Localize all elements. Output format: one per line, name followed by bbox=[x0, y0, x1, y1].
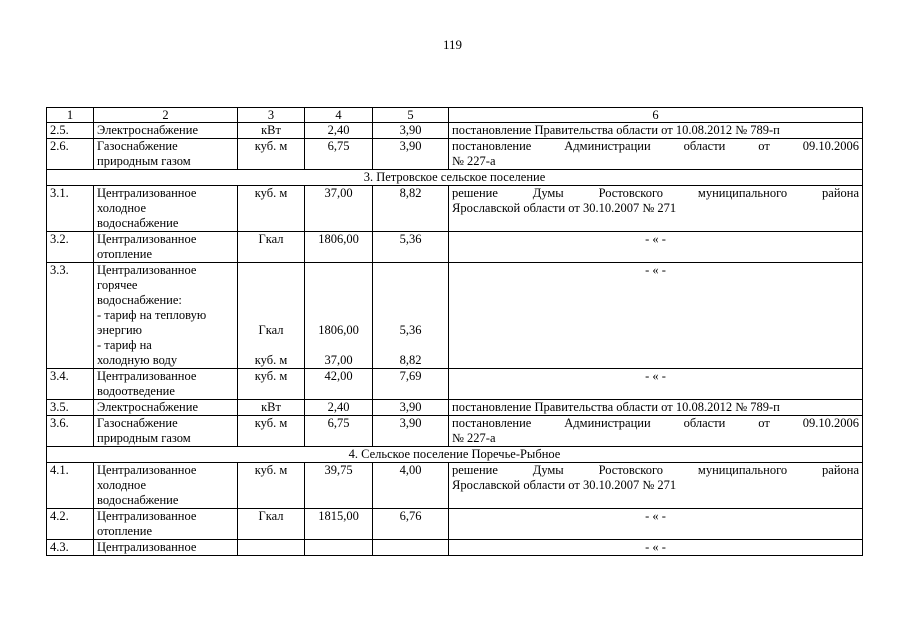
service-line: горячее bbox=[97, 278, 138, 292]
legal-document: - « - bbox=[449, 540, 863, 556]
value-col5: 3,90 bbox=[373, 400, 449, 416]
unit: куб. м bbox=[238, 416, 305, 447]
value-col5: 7,69 bbox=[373, 369, 449, 400]
value-col5: 5,36 bbox=[373, 232, 449, 263]
section-heading: 4. Сельское поселение Поречье-Рыбное bbox=[47, 447, 863, 463]
column-header: 2 bbox=[94, 108, 238, 123]
service-line: Централизованное bbox=[97, 463, 197, 477]
table-row bbox=[47, 400, 863, 416]
service-line: Централизованное bbox=[97, 186, 197, 200]
value-col4: 37,00 bbox=[305, 186, 373, 232]
unit: куб. м bbox=[238, 139, 305, 170]
document-line: постановление Администрации области от 09.10.2006 bbox=[452, 416, 859, 430]
unit: куб. м bbox=[238, 463, 305, 509]
service-name bbox=[94, 263, 238, 369]
legal-document: - « - bbox=[449, 369, 863, 400]
table-row bbox=[47, 139, 863, 170]
table-row bbox=[47, 232, 863, 263]
document-line: № 227-а bbox=[452, 431, 496, 445]
service-line: Централизованное bbox=[97, 509, 197, 523]
unit: Гкал bbox=[238, 232, 305, 263]
value-col4: 39,75 bbox=[305, 463, 373, 509]
column-header: 6 bbox=[449, 108, 863, 123]
service-line: природным газом bbox=[97, 154, 191, 168]
service-name bbox=[94, 369, 238, 400]
document-line: решение Думы Ростовского муниципального района bbox=[452, 186, 859, 200]
value-col5: 4,00 bbox=[373, 463, 449, 509]
row-number: 3.5. bbox=[47, 400, 94, 416]
page-number: 119 bbox=[442, 37, 463, 52]
service-name bbox=[94, 186, 238, 232]
row-number: 3.2. bbox=[47, 232, 94, 263]
table-row bbox=[47, 186, 863, 232]
table-row bbox=[47, 369, 863, 400]
table-row bbox=[47, 540, 863, 556]
value-col5: 3,90 bbox=[373, 139, 449, 170]
legal-document bbox=[449, 463, 863, 509]
service-line: - тариф на bbox=[97, 338, 152, 352]
table-row bbox=[47, 263, 863, 369]
service-line: водоснабжение: bbox=[97, 293, 182, 307]
service-line: Централизованное bbox=[97, 263, 197, 277]
row-number: 3.3. bbox=[47, 263, 94, 369]
service-line: холодное bbox=[97, 201, 146, 215]
service-name bbox=[94, 509, 238, 540]
legal-document bbox=[449, 416, 863, 447]
unit: куб. м bbox=[238, 186, 305, 232]
unit: кВт bbox=[238, 400, 305, 416]
section-row bbox=[47, 447, 863, 463]
service-name: Централизованное bbox=[94, 540, 238, 556]
service-line: Централизованное bbox=[97, 369, 197, 383]
legal-document: - « - bbox=[449, 509, 863, 540]
value-col4: 1815,00 bbox=[305, 509, 373, 540]
document-line: Ярославской области от 30.10.2007 № 271 bbox=[452, 478, 677, 492]
row-number: 3.6. bbox=[47, 416, 94, 447]
document-line: № 227-а bbox=[452, 154, 496, 168]
service-line: энергию bbox=[97, 323, 143, 337]
service-name bbox=[94, 139, 238, 170]
legal-document bbox=[449, 186, 863, 232]
value-col4: 42,00 bbox=[305, 369, 373, 400]
document-line: Ярославской области от 30.10.2007 № 271 bbox=[452, 201, 677, 215]
service-line: холодную воду bbox=[97, 353, 178, 367]
value-col5: 3,90 bbox=[373, 416, 449, 447]
service-name bbox=[94, 416, 238, 447]
section-row bbox=[47, 170, 863, 186]
service-name bbox=[94, 232, 238, 263]
row-number: 2.5. bbox=[47, 123, 94, 139]
service-line: - тариф на тепловую bbox=[97, 308, 207, 322]
service-line: Централизованное bbox=[97, 232, 197, 246]
value-heat: 1806,00 bbox=[318, 323, 359, 337]
value-water: 8,82 bbox=[399, 353, 422, 367]
service-line: отопление bbox=[97, 524, 153, 538]
unit: Гкал bbox=[238, 509, 305, 540]
value-col4: 6,75 bbox=[305, 139, 373, 170]
service-line: холодное bbox=[97, 478, 146, 492]
service-line: природным газом bbox=[97, 431, 191, 445]
service-name: Электроснабжение bbox=[94, 123, 238, 139]
legal-document: постановление Правительства области от 10.08.2012 № 789-п bbox=[449, 123, 863, 139]
row-number: 4.3. bbox=[47, 540, 94, 556]
row-number: 4.1. bbox=[47, 463, 94, 509]
value-col5 bbox=[373, 540, 449, 556]
row-number: 2.6. bbox=[47, 139, 94, 170]
unit-water: куб. м bbox=[254, 353, 288, 367]
unit bbox=[238, 263, 305, 369]
service-line: водоснабжение bbox=[97, 493, 179, 507]
unit bbox=[238, 540, 305, 556]
document-line: постановление Администрации области от 09.10.2006 bbox=[452, 139, 859, 153]
row-number: 3.1. bbox=[47, 186, 94, 232]
value-col4: 2,40 bbox=[305, 123, 373, 139]
value-col5: 8,82 bbox=[373, 186, 449, 232]
value-col4: 1806,00 bbox=[305, 232, 373, 263]
table-row bbox=[47, 463, 863, 509]
service-name bbox=[94, 463, 238, 509]
section-heading: 3. Петровское сельское поселение bbox=[47, 170, 863, 186]
value-col5: 6,76 bbox=[373, 509, 449, 540]
row-number: 3.4. bbox=[47, 369, 94, 400]
legal-document: - « - bbox=[449, 232, 863, 263]
value-col4: 2,40 bbox=[305, 400, 373, 416]
tariff-table bbox=[46, 107, 863, 556]
row-number: 4.2. bbox=[47, 509, 94, 540]
service-line: отопление bbox=[97, 247, 153, 261]
column-header: 3 bbox=[238, 108, 305, 123]
legal-document bbox=[449, 139, 863, 170]
value-water: 37,00 bbox=[324, 353, 353, 367]
service-line: Газоснабжение bbox=[97, 139, 178, 153]
column-header: 5 bbox=[373, 108, 449, 123]
unit: куб. м bbox=[238, 369, 305, 400]
document-line: решение Думы Ростовского муниципального района bbox=[452, 463, 859, 477]
table-row bbox=[47, 123, 863, 139]
legal-document: - « - bbox=[449, 263, 863, 369]
service-name: Электроснабжение bbox=[94, 400, 238, 416]
value-col5: 3,90 bbox=[373, 123, 449, 139]
service-line: Газоснабжение bbox=[97, 416, 178, 430]
legal-document: постановление Правительства области от 10.08.2012 № 789-п bbox=[449, 400, 863, 416]
table-header-row bbox=[47, 108, 863, 123]
value-col4 bbox=[305, 540, 373, 556]
column-header: 1 bbox=[47, 108, 94, 123]
value-col4 bbox=[305, 263, 373, 369]
unit: кВт bbox=[238, 123, 305, 139]
value-heat: 5,36 bbox=[399, 323, 422, 337]
service-line: водоснабжение bbox=[97, 216, 179, 230]
unit-heat: Гкал bbox=[258, 323, 284, 337]
table-row bbox=[47, 416, 863, 447]
value-col4: 6,75 bbox=[305, 416, 373, 447]
column-header: 4 bbox=[305, 108, 373, 123]
service-line: водоотведение bbox=[97, 384, 175, 398]
value-col5 bbox=[373, 263, 449, 369]
table-row bbox=[47, 509, 863, 540]
